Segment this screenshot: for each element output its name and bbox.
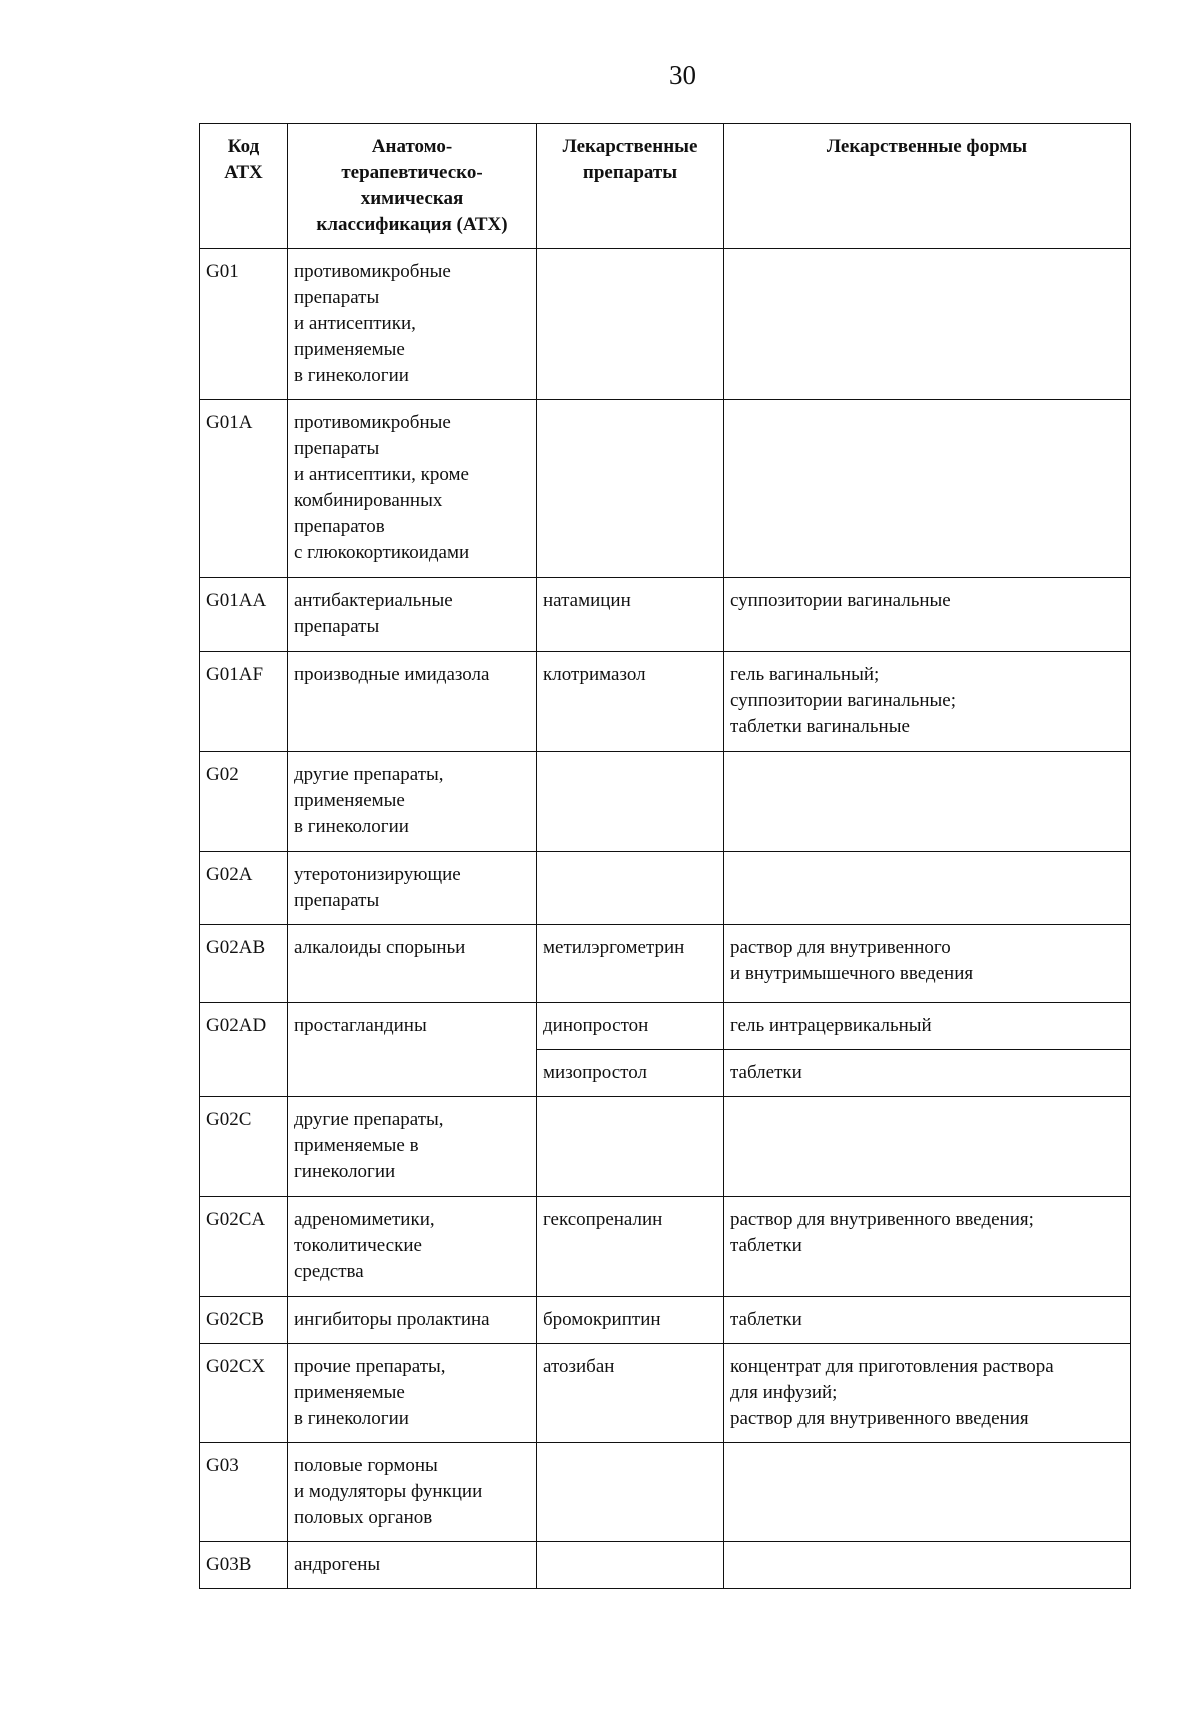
drug-name: мизопростол	[537, 1050, 724, 1097]
atx-code: G01AF	[200, 652, 288, 752]
table-row	[200, 852, 1131, 925]
table-row	[200, 1197, 1131, 1297]
dosage-form	[724, 400, 1131, 578]
atx-classification: ингибиторы пролактина	[288, 1297, 537, 1344]
atx-classification: адреномиметики, токолитические средства	[288, 1197, 537, 1297]
atx-classification: прочие препараты, применяемые в гинекологии	[288, 1344, 537, 1443]
atx-code: G01AA	[200, 578, 288, 652]
table-row	[200, 1443, 1131, 1542]
atx-classification: противомикробные препараты и антисептики, применяемые в гинекологии	[288, 249, 537, 400]
table-header-row	[200, 124, 1131, 249]
dosage-form: таблетки	[724, 1297, 1131, 1344]
atx-code: G02CA	[200, 1197, 288, 1297]
page-number: 30	[669, 60, 696, 90]
dosage-form: гель вагинальный; суппозитории вагинальные; таблетки вагинальные	[724, 652, 1131, 752]
dosage-form: таблетки	[724, 1050, 1131, 1097]
dosage-form: гель интрацервикальный	[724, 1003, 1131, 1050]
drug-name	[537, 1443, 724, 1542]
atx-classification: другие препараты, применяемые в гинекологии	[288, 752, 537, 852]
drug-name: гексопреналин	[537, 1197, 724, 1297]
table-row	[200, 578, 1131, 652]
atx-classification: антибактериальные препараты	[288, 578, 537, 652]
atx-code: G01	[200, 249, 288, 400]
drug-name	[537, 1542, 724, 1589]
drug-name	[537, 752, 724, 852]
atx-code: G02A	[200, 852, 288, 925]
dosage-form	[724, 249, 1131, 400]
atx-classification: утеротонизирующие препараты	[288, 852, 537, 925]
header-atx-classification: Анатомо- терапевтическо- химическая классификация (АТХ)	[288, 124, 537, 249]
table-row	[200, 1542, 1131, 1589]
atx-classification: половые гормоны и модуляторы функции половых органов	[288, 1443, 537, 1542]
table-row	[200, 1297, 1131, 1344]
drug-name: атозибан	[537, 1344, 724, 1443]
dosage-form	[724, 1443, 1131, 1542]
table-row	[200, 752, 1131, 852]
dosage-form	[724, 1542, 1131, 1589]
atx-code: G02AB	[200, 925, 288, 1003]
dosage-form	[724, 752, 1131, 852]
drug-name	[537, 1097, 724, 1197]
atx-code: G02C	[200, 1097, 288, 1197]
dosage-form: раствор для внутривенного введения; таблетки	[724, 1197, 1131, 1297]
drug-name	[537, 400, 724, 578]
dosage-form: раствор для внутривенного и внутримышечного введения	[724, 925, 1131, 1003]
drug-name	[537, 852, 724, 925]
header-dosage-forms: Лекарственные формы	[724, 124, 1131, 249]
dosage-form	[724, 852, 1131, 925]
header-atx-code: Код АТХ	[200, 124, 288, 249]
dosage-form: концентрат для приготовления раствора для инфузий; раствор для внутривенного введения	[724, 1344, 1131, 1443]
dosage-form	[724, 1097, 1131, 1197]
drug-name: бромокриптин	[537, 1297, 724, 1344]
table-row	[200, 249, 1131, 400]
atx-code: G03B	[200, 1542, 288, 1589]
table-row	[200, 925, 1131, 1003]
atx-table	[199, 123, 1131, 1589]
atx-classification: противомикробные препараты и антисептики, кроме комбинированных препаратов с глюкокортикоидами	[288, 400, 537, 578]
atx-code: G02CX	[200, 1344, 288, 1443]
table-row	[200, 1003, 1131, 1050]
atx-classification: андрогены	[288, 1542, 537, 1589]
atx-code: G02	[200, 752, 288, 852]
drug-name: клотримазол	[537, 652, 724, 752]
table-row	[200, 1097, 1131, 1197]
atx-code: G03	[200, 1443, 288, 1542]
dosage-form: суппозитории вагинальные	[724, 578, 1131, 652]
drug-name: метилэргометрин	[537, 925, 724, 1003]
drug-name: динопростон	[537, 1003, 724, 1050]
atx-classification: алкалоиды спорыньи	[288, 925, 537, 1003]
drug-name	[537, 249, 724, 400]
header-drugs: Лекарственные препараты	[537, 124, 724, 249]
atx-code: G01A	[200, 400, 288, 578]
atx-code: G02CB	[200, 1297, 288, 1344]
table-row	[200, 1344, 1131, 1443]
table-row	[200, 400, 1131, 578]
atx-classification: другие препараты, применяемые в гинекологии	[288, 1097, 537, 1197]
atx-classification: производные имидазола	[288, 652, 537, 752]
atx-code: G02AD	[200, 1003, 288, 1097]
drug-name: натамицин	[537, 578, 724, 652]
atx-classification: простагландины	[288, 1003, 537, 1097]
table-row	[200, 652, 1131, 752]
